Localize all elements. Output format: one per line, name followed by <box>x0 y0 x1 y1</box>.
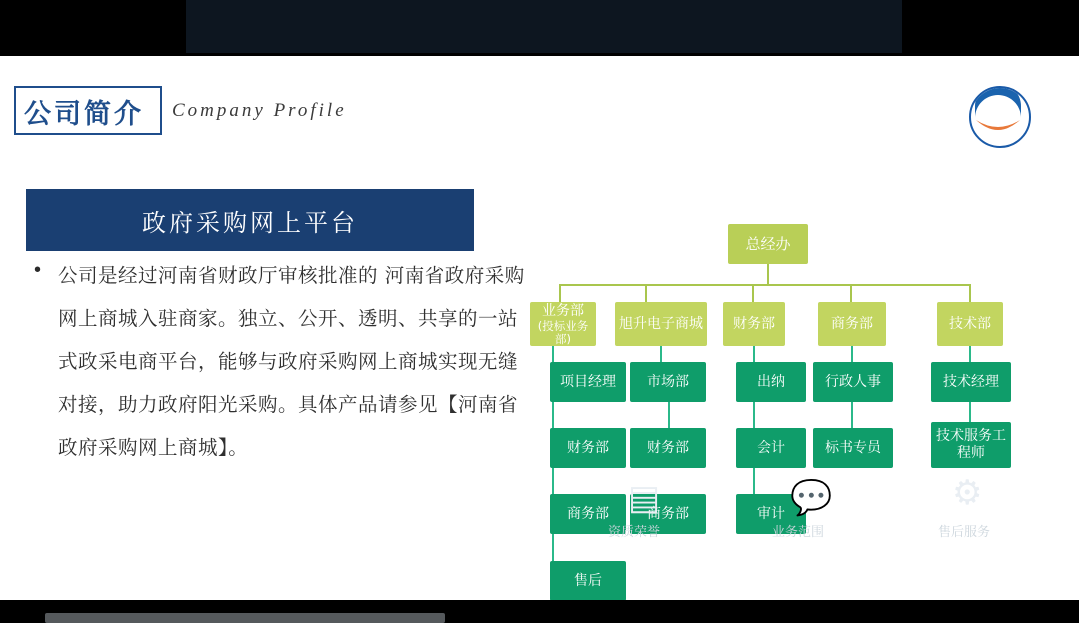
watermark-label-3: 售后服务 <box>938 525 991 540</box>
org-node-1-1: 项目经理 <box>550 362 626 402</box>
section-title-text: 政府采购网上平台 <box>142 208 358 237</box>
org-connector <box>767 264 769 284</box>
org-node-4-1: 行政人事 <box>813 362 893 402</box>
watermark-label-1: 资质荣誉 <box>608 525 661 540</box>
org-connector <box>969 284 971 302</box>
video-top-strip <box>186 0 902 53</box>
org-connector <box>850 284 852 302</box>
gear-icon: ⚙ <box>952 474 983 512</box>
org-node-5-2: 技术服务工程师 <box>931 422 1011 468</box>
org-node-3-2: 会计 <box>736 428 806 468</box>
bullet-marker: • <box>34 259 42 281</box>
org-connector <box>752 284 754 302</box>
header-title-cn: 公司简介 <box>24 99 144 130</box>
org-node-2-3: 商务部 <box>630 494 706 534</box>
org-connector <box>753 468 755 494</box>
org-node-3-1: 出纳 <box>736 362 806 402</box>
org-connector <box>851 402 853 428</box>
org-node-2-2: 财务部 <box>630 428 706 468</box>
presentation-slide <box>0 56 1079 601</box>
org-node-root: 总经办 <box>728 224 808 264</box>
logo-graphic <box>971 88 1025 142</box>
org-node-1-2: 财务部 <box>550 428 626 468</box>
company-logo <box>969 86 1031 148</box>
document-icon: ▤ <box>628 479 661 517</box>
org-node-2-1: 市场部 <box>630 362 706 402</box>
org-node-head-1 <box>530 302 596 346</box>
org-node-1-4: 售后 <box>550 561 626 601</box>
org-node-head-5: 技术部 <box>937 302 1003 346</box>
header-title-en: Company Profile <box>172 100 347 121</box>
org-node-3-3: 审计 <box>736 494 806 534</box>
org-node-label: 业务部 <box>542 302 584 319</box>
watermark-label-2: 业务范围 <box>772 525 825 540</box>
org-node-head-3: 财务部 <box>723 302 785 346</box>
org-connector <box>753 402 755 428</box>
org-node-head-2: 旭升电子商城 <box>615 302 707 346</box>
chat-icon: 💬 <box>790 479 833 517</box>
location-pin-icon <box>32 518 62 560</box>
org-connector-bus <box>559 284 971 286</box>
video-progress-bar[interactable] <box>45 613 445 623</box>
section-title-bar <box>26 189 474 251</box>
org-node-sublabel: (投标业务部) <box>537 318 589 346</box>
org-connector <box>645 284 647 302</box>
org-node-1-3: 商务部 <box>550 494 626 534</box>
org-node-5-1: 技术经理 <box>931 362 1011 402</box>
org-connector <box>559 284 561 302</box>
org-node-4-2: 标书专员 <box>813 428 893 468</box>
org-node-head-4: 商务部 <box>818 302 886 346</box>
body-paragraph: 公司是经过河南省财政厅审核批准的 河南省政府采购网上商城入驻商家。独立、公开、透明、共享的一站式政采电商平台，能够与政府采购网上商城实现无缝对接，助力政府阳光采购。具体产品请参见【河南省政府采购网上商城】。 <box>58 264 525 459</box>
letterbox-top <box>0 0 1079 56</box>
